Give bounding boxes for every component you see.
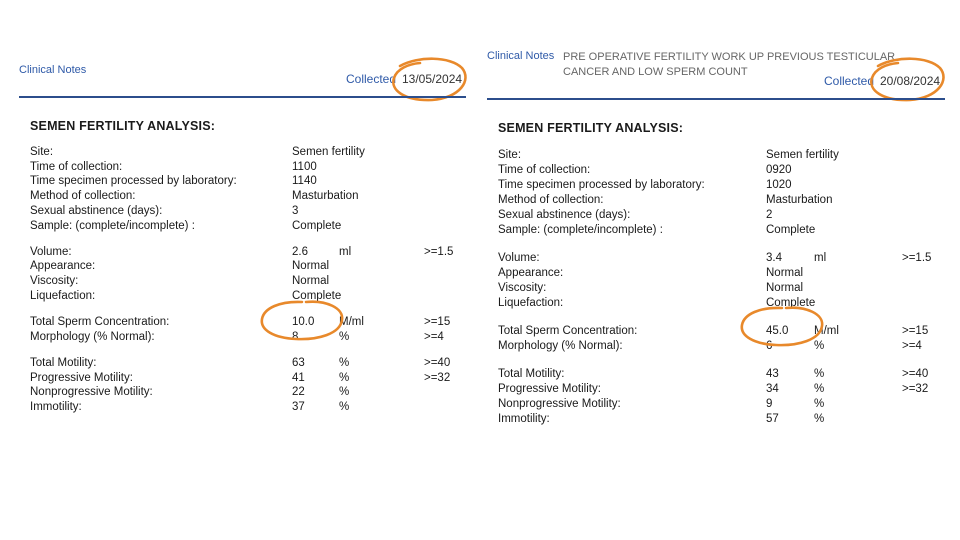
result-row	[480, 412, 960, 427]
result-unit: %	[339, 386, 350, 399]
result-value: 22	[292, 386, 305, 399]
section-heading: SEMEN FERTILITY ANALYSIS:	[30, 119, 216, 133]
collected-date: 13/05/2024	[402, 72, 463, 86]
result-ref: >=4	[424, 330, 444, 343]
result-value: Masturbation	[766, 194, 833, 206]
result-ref: >=40	[902, 368, 929, 380]
result-value: 3	[292, 204, 299, 217]
result-value: 1020	[766, 179, 792, 191]
result-value: Normal	[766, 282, 804, 294]
result-label: Site:	[30, 146, 54, 158]
result-value: Normal	[292, 275, 330, 288]
result-label: Immotility:	[498, 413, 550, 425]
result-ref: >=4	[902, 340, 922, 352]
result-unit: %	[339, 371, 350, 384]
result-label: Method of collection:	[498, 194, 604, 206]
result-label: Liquefaction:	[30, 289, 96, 302]
result-unit: ml	[814, 252, 827, 264]
result-row	[0, 371, 480, 386]
result-unit: %	[814, 340, 825, 352]
result-row	[0, 356, 480, 371]
collected-label: Collected	[346, 72, 397, 86]
result-row	[0, 385, 480, 400]
collected-label: Collected	[824, 74, 875, 88]
result-unit: %	[339, 401, 350, 413]
result-value: Masturbation	[292, 190, 359, 203]
result-unit: %	[814, 398, 825, 410]
result-row	[0, 315, 480, 330]
result-value: 8	[292, 330, 299, 343]
result-row	[0, 245, 480, 260]
result-label: Morphology (% Normal):	[498, 340, 623, 352]
result-value: Normal	[292, 260, 330, 273]
result-row	[480, 223, 960, 238]
result-unit: %	[814, 383, 825, 395]
result-label: Sample: (complete/incomplete) :	[498, 224, 663, 236]
result-ref: >=1.5	[424, 245, 454, 258]
result-value: Complete	[292, 289, 342, 302]
result-label: Total Motility:	[30, 356, 97, 369]
result-value: 3.4	[766, 252, 782, 264]
result-row	[0, 189, 480, 204]
result-label: Time specimen processed by laboratory:	[498, 179, 705, 191]
result-ref: >=15	[424, 316, 451, 328]
result-row	[480, 148, 960, 163]
result-row	[480, 266, 960, 281]
result-label: Appearance:	[30, 260, 96, 273]
result-row	[0, 219, 480, 234]
result-value: 37	[292, 401, 305, 413]
result-label: Total Sperm Concentration:	[30, 316, 170, 328]
result-label: Immotility:	[30, 401, 82, 413]
result-ref: >=15	[902, 325, 929, 337]
result-value: 45.0	[766, 325, 789, 337]
report-panel-2	[480, 0, 960, 540]
result-ref: >=1.5	[902, 252, 932, 264]
result-unit: ml	[339, 245, 352, 258]
result-row	[0, 259, 480, 274]
result-value: 1100	[292, 160, 317, 173]
result-label: Volume:	[498, 252, 540, 264]
result-value: 57	[766, 413, 779, 425]
result-value: 34	[766, 383, 779, 395]
result-label: Time specimen processed by laboratory:	[30, 175, 237, 188]
result-unit: %	[339, 356, 350, 369]
result-label: Liquefaction:	[498, 297, 564, 309]
result-row	[0, 145, 480, 160]
result-ref: >=32	[424, 371, 451, 384]
result-unit: M/ml	[339, 316, 364, 328]
result-value: Complete	[766, 297, 816, 309]
result-label: Time of collection:	[498, 164, 591, 176]
result-row	[480, 251, 960, 266]
result-value: 41	[292, 371, 305, 384]
result-label: Time of collection:	[30, 160, 123, 173]
result-unit: M/ml	[814, 325, 839, 337]
result-value: 2.6	[292, 245, 308, 258]
result-value: 0920	[766, 164, 792, 176]
result-value: 1140	[292, 175, 317, 188]
result-ref: >=40	[424, 356, 451, 369]
result-row	[0, 330, 480, 345]
result-unit: %	[814, 368, 825, 380]
result-row	[480, 178, 960, 193]
result-value: 9	[766, 398, 773, 410]
result-row	[0, 400, 480, 415]
result-value: Semen fertility	[292, 146, 365, 158]
result-value: Semen fertility	[766, 149, 839, 161]
result-value: Complete	[766, 224, 816, 236]
result-label: Nonprogressive Motility:	[30, 386, 153, 399]
result-row	[480, 397, 960, 412]
header-rule	[19, 96, 466, 98]
result-row	[0, 274, 480, 289]
result-value: 43	[766, 368, 779, 380]
result-label: Sexual abstinence (days):	[498, 209, 631, 221]
result-ref: >=32	[902, 383, 929, 395]
result-label: Total Sperm Concentration:	[498, 325, 638, 337]
result-row	[480, 367, 960, 382]
result-value: Normal	[766, 267, 804, 279]
clinical-notes-text: PRE OPERATIVE FERTILITY WORK UP PREVIOUS TESTICULAR CANCER AND LOW SPERM COUNT	[563, 51, 896, 78]
result-row	[480, 339, 960, 354]
result-value: 6	[766, 340, 773, 352]
result-row	[480, 193, 960, 208]
result-label: Nonprogressive Motility:	[498, 398, 621, 410]
result-label: Volume:	[30, 245, 72, 258]
result-row	[0, 204, 480, 219]
result-value: 10.0	[292, 316, 315, 328]
result-row	[0, 160, 480, 175]
result-unit: %	[814, 413, 825, 425]
section-heading: SEMEN FERTILITY ANALYSIS:	[498, 121, 684, 135]
result-value: Complete	[292, 219, 342, 232]
collected-date: 20/08/2024	[880, 74, 941, 88]
result-label: Site:	[498, 149, 522, 161]
result-row	[480, 208, 960, 223]
result-row	[480, 163, 960, 178]
result-row	[0, 174, 480, 189]
result-label: Total Motility:	[498, 368, 565, 380]
clinical-notes-label: Clinical Notes	[19, 64, 87, 76]
result-label: Morphology (% Normal):	[30, 330, 155, 343]
result-label: Appearance:	[498, 267, 564, 279]
result-label: Viscosity:	[498, 282, 547, 294]
result-label: Progressive Motility:	[30, 371, 133, 384]
result-row	[480, 324, 960, 339]
result-value: 2	[766, 209, 773, 221]
result-row	[480, 281, 960, 296]
header-rule	[487, 98, 945, 100]
result-value: 63	[292, 356, 305, 369]
result-row	[480, 296, 960, 311]
result-label: Progressive Motility:	[498, 383, 601, 395]
clinical-notes-label: Clinical Notes	[487, 50, 555, 62]
result-label: Sexual abstinence (days):	[30, 204, 163, 217]
result-label: Sample: (complete/incomplete) :	[30, 219, 195, 232]
result-label: Viscosity:	[30, 275, 79, 288]
result-row	[0, 289, 480, 304]
result-unit: %	[339, 330, 350, 343]
result-row	[480, 382, 960, 397]
result-label: Method of collection:	[30, 190, 136, 203]
